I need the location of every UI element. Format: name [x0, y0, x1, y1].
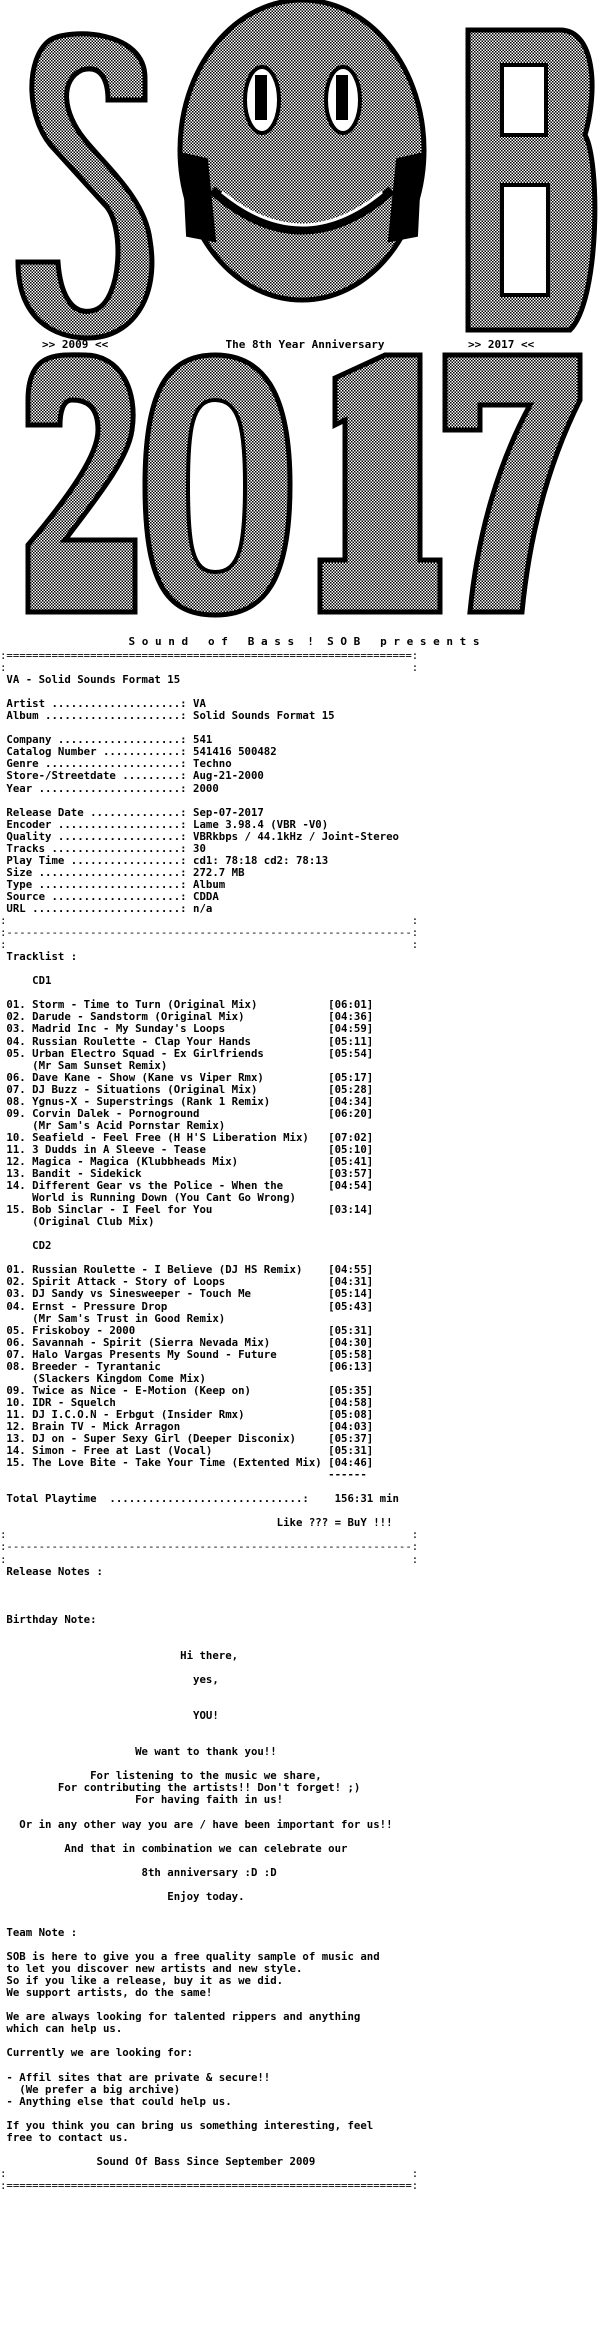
release-notes-heading: Release Notes :: [0, 1564, 103, 1578]
team-line: - Anything else that could help us.: [0, 2094, 232, 2108]
track-row: 11. 3 Dudds in A Sleeve - Tease [05:10]: [0, 1142, 374, 1156]
track-row: 11. DJ I.C.O.N - Erbgut (Insider Rmx) [05:08]: [0, 1407, 374, 1421]
field-company: Company ...................: 541: [0, 733, 213, 747]
field-tracks: Tracks ....................: 30: [0, 841, 206, 855]
spacer-line: [0, 2059, 608, 2071]
track-row: 05. Friskoboy - 2000 [05:31]: [0, 1323, 374, 1337]
border-line: :===============================================================:: [0, 649, 419, 662]
track-row: 03. Madrid Inc - My Sunday's Loops [04:59]: [0, 1022, 374, 1036]
track-row: 01. Storm - Time to Turn (Original Mix) [06:01]: [0, 998, 374, 1012]
total-playtime: Total Playtime ..............................: 156:31 min: [0, 1492, 399, 1506]
field-album: Album .....................: Solid Sounds Format 15: [0, 709, 335, 723]
birthday-heading: Birthday Note:: [0, 1612, 97, 1626]
track-row: 07. Halo Vargas Presents My Sound - Future [05:58]: [0, 1347, 374, 1361]
footer-text: Sound Of Bass Since September 2009: [0, 2154, 316, 2168]
spacer-line: : :: [0, 1552, 419, 1566]
track-row: 14. Different Gear vs the Police - When the [04:54]: [0, 1179, 374, 1193]
banner-year-start: >> 2009 <<: [42, 338, 109, 351]
birthday-line: We want to thank you!!: [0, 1745, 277, 1759]
spacer-line: : :: [0, 938, 419, 952]
team-line: We are always looking for talented rippers and anything: [0, 2010, 361, 2024]
border-line: :---------------------------------------------------------------:: [0, 1540, 419, 1554]
birthday-line: YOU!: [0, 1709, 219, 1723]
track-row: 04. Russian Roulette - Clap Your Hands [05:11]: [0, 1034, 374, 1048]
team-line: to let you discover new artists and new style.: [0, 1962, 303, 1976]
team-line: SOB is here to give you a free quality sample of music and: [0, 1950, 380, 1964]
track-row: 03. DJ Sandy vs Sinesweeper - Touch Me [05:14]: [0, 1287, 374, 1301]
team-line: (We prefer a big archive): [0, 2082, 181, 2096]
track-row-continued: (Original Club Mix): [0, 1215, 155, 1229]
track-row: 07. DJ Buzz - Situations (Original Mix) [05:28]: [0, 1082, 374, 1096]
birthday-line: For listening to the music we share,: [0, 1769, 322, 1783]
track-row-continued: World is Running Down (You Cant Go Wrong): [0, 1191, 296, 1205]
track-row-continued: (Mr Sam Sunset Remix): [0, 1058, 168, 1072]
spacer-line: [0, 1831, 608, 1843]
track-row: 09. Corvin Dalek - Pornoground [06:20]: [0, 1106, 374, 1120]
track-row: 09. Twice as Nice - E-Motion (Keep on) [05:35]: [0, 1383, 374, 1397]
track-row-continued: (Mr Sam's Acid Pornstar Remix): [0, 1118, 226, 1132]
team-line: - Affil sites that are private & secure!!: [0, 2070, 271, 2084]
track-row: 13. DJ on - Super Sexy Girl (Deeper Disconix) [05:37]: [0, 1432, 374, 1446]
banner-presents-line: S o u n d o f B a s s ! S O B p r e s e n t s: [128, 635, 480, 648]
spacer-line: [0, 1602, 608, 1614]
track-row: 08. Ygnus-X - Superstrings (Rank 1 Remix) [04:34]: [0, 1094, 374, 1108]
track-row: 10. Seafield - Feel Free (H H'S Liberation Mix) [07:02]: [0, 1130, 374, 1144]
team-line: If you think you can bring us something interesting, feel: [0, 2118, 374, 2132]
field-source: Source ....................: CDDA: [0, 889, 219, 903]
spacer-line: [0, 1807, 608, 1819]
disc-label: CD2: [0, 1239, 52, 1253]
border-line: :===============================================================:: [0, 2178, 419, 2192]
spacer-line: [0, 1915, 608, 1927]
spacer-line: [0, 1855, 608, 1867]
field-year: Year ......................: 2000: [0, 781, 219, 795]
birthday-line: Hi there,: [0, 1648, 239, 1662]
border-line: :---------------------------------------------------------------:: [0, 926, 419, 940]
team-line: which can help us.: [0, 2022, 123, 2036]
birthday-line: Or in any other way you are / have been important for us!!: [0, 1817, 393, 1831]
birthday-line: For contributing the artists!! Don't forget! ;): [0, 1781, 361, 1795]
team-line: So if you like a release, buy it as we did.: [0, 1974, 284, 1988]
field-size: Size ......................: 272.7 MB: [0, 865, 245, 879]
release-title: VA - Solid Sounds Format 15: [0, 673, 181, 687]
spacer-line: [0, 1590, 608, 1602]
spacer-line: [0, 1626, 608, 1638]
border-line: : :: [0, 914, 419, 928]
buy-line: Like ??? = BuY !!!: [0, 1516, 393, 1530]
field-quality: Quality ...................: VBRkbps / 44.1kHz / Joint-Stereo: [0, 829, 399, 843]
tracklist-heading: Tracklist :: [0, 950, 78, 964]
nfo-body: [0, 650, 608, 2192]
track-row: 14. Simon - Free at Last (Vocal) [05:31]: [0, 1444, 374, 1458]
banner-letter-b: [468, 30, 595, 330]
track-row: 12. Brain TV - Mick Arragon [04:03]: [0, 1420, 374, 1433]
field-url: URL .......................: n/a: [0, 901, 213, 915]
birthday-line: And that in combination we can celebrate our: [0, 1841, 348, 1855]
track-row: 15. Bob Sinclar - I Feel for You [03:14]: [0, 1203, 374, 1217]
spacer-line: [0, 1578, 608, 1590]
banner-anniversary-text: The 8th Year Anniversary: [225, 338, 385, 351]
spacer-line: [0, 963, 608, 975]
field-type: Type ......................: Album: [0, 877, 226, 891]
track-row: 05. Urban Electro Squad - Ex Girlfriends [05:54]: [0, 1046, 374, 1060]
spacer-line: [0, 2108, 608, 2120]
team-heading: Team Note :: [0, 1925, 78, 1939]
field-genre: Genre .....................: Techno: [0, 757, 232, 771]
track-row: 10. IDR - Squelch [04:58]: [0, 1395, 374, 1409]
field-artist: Artist ....................: VA: [0, 697, 206, 711]
spacer-line: [0, 1903, 608, 1915]
spacer-line: [0, 795, 608, 807]
field-store-streetdate: Store-/Streetdate .........: Aug-21-2000: [0, 769, 264, 783]
team-line: Currently we are looking for:: [0, 2046, 194, 2060]
total-separator: ------: [0, 1468, 367, 1482]
birthday-line: yes,: [0, 1672, 219, 1686]
birthday-line: Enjoy today.: [0, 1889, 245, 1903]
team-line: We support artists, do the same!: [0, 1986, 213, 2000]
track-row: 08. Breeder - Tyrantanic [06:13]: [0, 1359, 374, 1373]
spacer-line: [0, 1686, 608, 1698]
track-row: 13. Bandit - Sidekick [03:57]: [0, 1167, 374, 1181]
banner-year-2017: [28, 355, 580, 615]
banner-year-end: >> 2017 <<: [468, 338, 535, 351]
spacer-line: [0, 1228, 608, 1240]
field-catalog-number: Catalog Number ............: 541416 500482: [0, 745, 277, 759]
border-line: : :: [0, 2166, 419, 2180]
spacer-line: [0, 1722, 608, 1734]
smiley-headphones-icon: [180, 0, 424, 300]
track-row: 12. Magica - Magica (Klubbheads Mix) [05:41]: [0, 1154, 374, 1168]
disc-label: CD1: [0, 974, 52, 988]
spacer-line: : :: [0, 661, 419, 675]
border-line: : :: [0, 1528, 419, 1542]
track-row: 06. Savannah - Spirit (Sierra Nevada Mix) [04:30]: [0, 1335, 374, 1349]
track-row-continued: (Slackers Kingdom Come Mix): [0, 1371, 206, 1385]
track-row-continued: (Mr Sam's Trust in Good Remix): [0, 1311, 226, 1325]
team-line: free to contact us.: [0, 2130, 129, 2144]
track-row: 06. Dave Kane - Show (Kane vs Viper Rmx) [05:17]: [0, 1070, 374, 1084]
banner-letter-s: [18, 34, 152, 338]
field-release-date: Release Date ..............: Sep-07-2017: [0, 805, 264, 819]
track-row: 04. Ernst - Pressure Drop [05:43]: [0, 1299, 374, 1313]
sob-2017-ascii-banner: [0, 0, 608, 650]
track-row: 01. Russian Roulette - I Believe (DJ HS Remix) [04:55]: [0, 1263, 374, 1277]
birthday-line: 8th anniversary :D :D: [0, 1865, 277, 1879]
field-encoder: Encoder ...................: Lame 3.98.4 (VBR -V0): [0, 817, 329, 831]
field-play-time: Play Time .................: cd1: 78:18 cd2: 78:13: [0, 853, 329, 867]
track-row: 02. Spirit Attack - Story of Loops [04:31]: [0, 1275, 374, 1289]
birthday-line: For having faith in us!: [0, 1793, 284, 1807]
track-row: 15. The Love Bite - Take Your Time (Extented Mix) [04:46]: [0, 1456, 374, 1470]
track-row: 02. Darude - Sandstorm (Original Mix) [04:36]: [0, 1010, 374, 1024]
